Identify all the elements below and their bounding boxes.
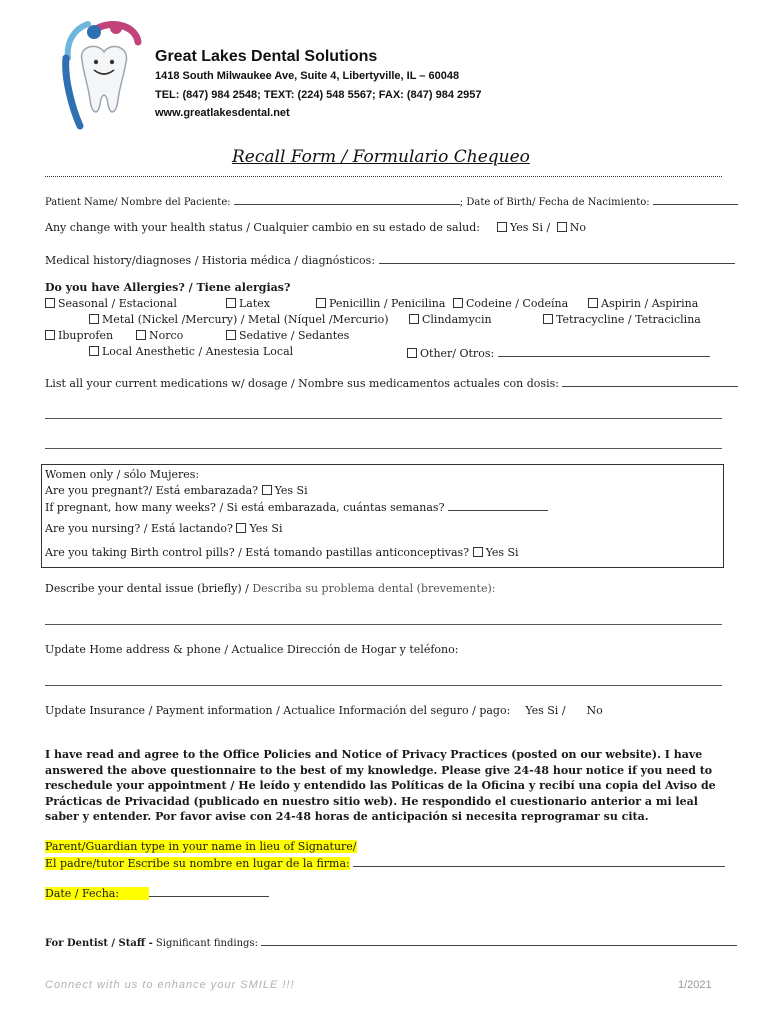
allergy-label: Codeine / Codeína — [466, 297, 569, 310]
medical-history-field[interactable] — [379, 252, 735, 264]
birth-control-label: Are you taking Birth control pills? / Está tomando pastillas anticonceptivas? — [45, 546, 470, 559]
medications-label: List all your current medications w/ dosage / Nombre sus medicamentos actuales con dosis: — [45, 377, 559, 390]
footer-version: 1/2021 — [678, 979, 712, 991]
medical-history-label: Medical history/diagnoses / Historia médica / diagnósticos: — [45, 254, 376, 267]
nursing-yes-checkbox[interactable] — [236, 523, 246, 533]
weeks-field[interactable] — [448, 499, 548, 511]
medications-field[interactable] — [562, 375, 738, 387]
birth-control-row — [45, 546, 519, 559]
dental-issue-label-es: Describa su problema dental (brevemente): — [252, 582, 496, 595]
allergy-label: Aspirin / Aspirina — [601, 297, 699, 310]
dentist-label: Significant findings: — [155, 938, 258, 949]
nursing-row — [45, 522, 282, 535]
company-phones: TEL: (847) 984 2548; TEXT: (224) 548 5567; FAX: (847) 984 2957 — [155, 89, 482, 101]
address-field[interactable] — [45, 685, 722, 686]
insurance-no-option[interactable]: No — [586, 704, 603, 717]
checkbox[interactable] — [543, 314, 553, 324]
health-change-label: Any change with your health status / Cualquier cambio en su estado de salud: — [45, 221, 480, 234]
allergy-other[interactable] — [407, 345, 710, 360]
allergy-label: Norco — [149, 329, 184, 342]
allergy-label: Local Anesthetic / Anestesia Local — [102, 345, 294, 358]
footer-tagline: Connect with us to enhance your SMILE !!! — [45, 979, 295, 991]
checkbox[interactable] — [89, 314, 99, 324]
insurance-yes-option[interactable]: Yes Si / — [525, 704, 566, 717]
checkbox[interactable] — [89, 346, 99, 356]
health-yes-label: Yes Si / — [509, 221, 551, 234]
date-row — [45, 885, 269, 900]
allergy-sedative[interactable] — [226, 329, 349, 342]
dob-label: ; Date of Birth/ Fecha de Nacimiento: — [459, 197, 650, 208]
guardian-label-2: El padre/tutor Escribe su nombre en lugar de la firma: — [45, 857, 350, 870]
patient-name-field[interactable] — [234, 193, 460, 205]
dob-field[interactable] — [653, 193, 738, 205]
health-yes-checkbox[interactable] — [497, 222, 507, 232]
company-address: 1418 South Milwaukee Ave, Suite 4, Libertyville, IL – 60048 — [155, 70, 460, 82]
checkbox[interactable] — [453, 298, 463, 308]
allergy-label: Sedative / Sedantes — [239, 329, 350, 342]
allergy-label: Ibuprofen — [58, 329, 114, 342]
guardian-line-1 — [45, 840, 357, 853]
weeks-row — [45, 499, 548, 514]
medical-history-row — [45, 252, 735, 267]
address-label: Update Home address & phone / Actualice Dirección de Hogar y teléfono: — [45, 643, 459, 656]
date-label: Date / Fecha: — [45, 887, 120, 900]
agreement-paragraph: I have read and agree to the Office Policies and Notice of Privacy Practices (posted on our website). I have answered the above questionnaire to the best of my knowledge. Please give 24-48 hour notice if you need to reschedule your appointment / He leído y entendido las Políticas de la Oficina y recibí una copia del Aviso de Prácticas de Privacidad (publicado en nuestro sitio web). He respondido el cuestionario anterior a mi leal saber y entender. Por favor avise con 24-48 horas de anticipación si necesita reprogramar su cita. — [45, 748, 716, 823]
checkbox[interactable] — [45, 298, 55, 308]
allergy-label: Seasonal / Estacional — [58, 297, 177, 310]
health-no-checkbox[interactable] — [557, 222, 567, 232]
allergy-seasonal[interactable] — [45, 297, 177, 310]
company-website[interactable]: www.greatlakesdental.net — [155, 107, 290, 119]
women-heading: Women only / sólo Mujeres: — [45, 468, 200, 481]
dental-issue-row — [45, 582, 495, 595]
dental-issue-field[interactable] — [45, 624, 722, 625]
checkbox[interactable] — [136, 330, 146, 340]
medications-row — [45, 375, 738, 390]
checkbox[interactable] — [45, 330, 55, 340]
dental-issue-label-en: Describe your dental issue (briefly) / — [45, 582, 249, 595]
patient-row — [45, 193, 738, 208]
insurance-label: Update Insurance / Payment information / Actualice Información del seguro / pago: — [45, 704, 511, 717]
allergy-penicillin[interactable] — [316, 297, 445, 310]
checkbox[interactable] — [409, 314, 419, 324]
nursing-yes-label: Yes Si — [249, 522, 283, 535]
medications-line-2[interactable] — [45, 418, 722, 419]
guardian-line-2 — [45, 855, 725, 870]
allergy-aspirin[interactable] — [588, 297, 698, 310]
checkbox[interactable] — [407, 348, 417, 358]
allergies-heading: Do you have Allergies? / Tiene alergias? — [45, 281, 291, 294]
checkbox[interactable] — [226, 298, 236, 308]
date-field[interactable] — [149, 885, 269, 897]
allergy-label: Latex — [239, 297, 270, 310]
checkbox[interactable] — [316, 298, 326, 308]
allergy-label: Clindamycin — [422, 313, 492, 326]
health-no-label: No — [569, 221, 586, 234]
health-change-row — [45, 221, 586, 234]
pregnant-yes-label: Yes Si — [274, 484, 308, 497]
tooth-smile-logo — [58, 18, 144, 134]
dentist-label-bold: For Dentist / Staff - — [45, 938, 153, 949]
insurance-row — [45, 704, 603, 717]
allergy-codeine[interactable] — [453, 297, 568, 310]
company-name: Great Lakes Dental Solutions — [155, 48, 378, 65]
nursing-label: Are you nursing? / Está lactando? — [45, 522, 233, 535]
allergy-label: Tetracycline / Tetraciclina — [556, 313, 701, 326]
allergy-ibuprofen[interactable] — [45, 329, 113, 342]
pregnant-yes-checkbox[interactable] — [262, 485, 272, 495]
weeks-label: If pregnant, how many weeks? / Si está embarazada, cuántas semanas? — [45, 501, 445, 514]
allergy-metal[interactable] — [89, 313, 389, 326]
pregnant-row — [45, 484, 308, 497]
allergy-label: Metal (Nickel /Mercury) / Metal (Níquel /Mercurio) — [102, 313, 389, 326]
guardian-label-1: Parent/Guardian type in your name in lieu of Signature/ — [45, 840, 357, 853]
title-divider — [45, 176, 722, 177]
patient-name-label: Patient Name/ Nombre del Paciente: — [45, 197, 231, 208]
allergy-clindamycin[interactable] — [409, 313, 492, 326]
allergy-label: Penicillin / Penicilina — [329, 297, 446, 310]
birth-control-yes-label: Yes Si — [485, 546, 519, 559]
birth-control-yes-checkbox[interactable] — [473, 547, 483, 557]
checkbox[interactable] — [588, 298, 598, 308]
allergy-norco[interactable] — [136, 329, 183, 342]
checkbox[interactable] — [226, 330, 236, 340]
other-allergy-field[interactable] — [498, 345, 710, 357]
form-title: Recall Form / Formulario Chequeo — [232, 147, 530, 167]
guardian-signature-field[interactable] — [353, 855, 725, 867]
pregnant-label: Are you pregnant?/ Está embarazada? — [45, 484, 259, 497]
dentist-findings-field[interactable] — [261, 934, 737, 946]
allergy-latex[interactable] — [226, 297, 270, 310]
allergy-label: Other/ Otros: — [420, 347, 495, 360]
allergy-tetracycline[interactable] — [543, 313, 701, 326]
dentist-row — [45, 934, 737, 949]
allergy-local-anesthetic[interactable] — [89, 345, 293, 358]
medications-line-3[interactable] — [45, 448, 722, 449]
